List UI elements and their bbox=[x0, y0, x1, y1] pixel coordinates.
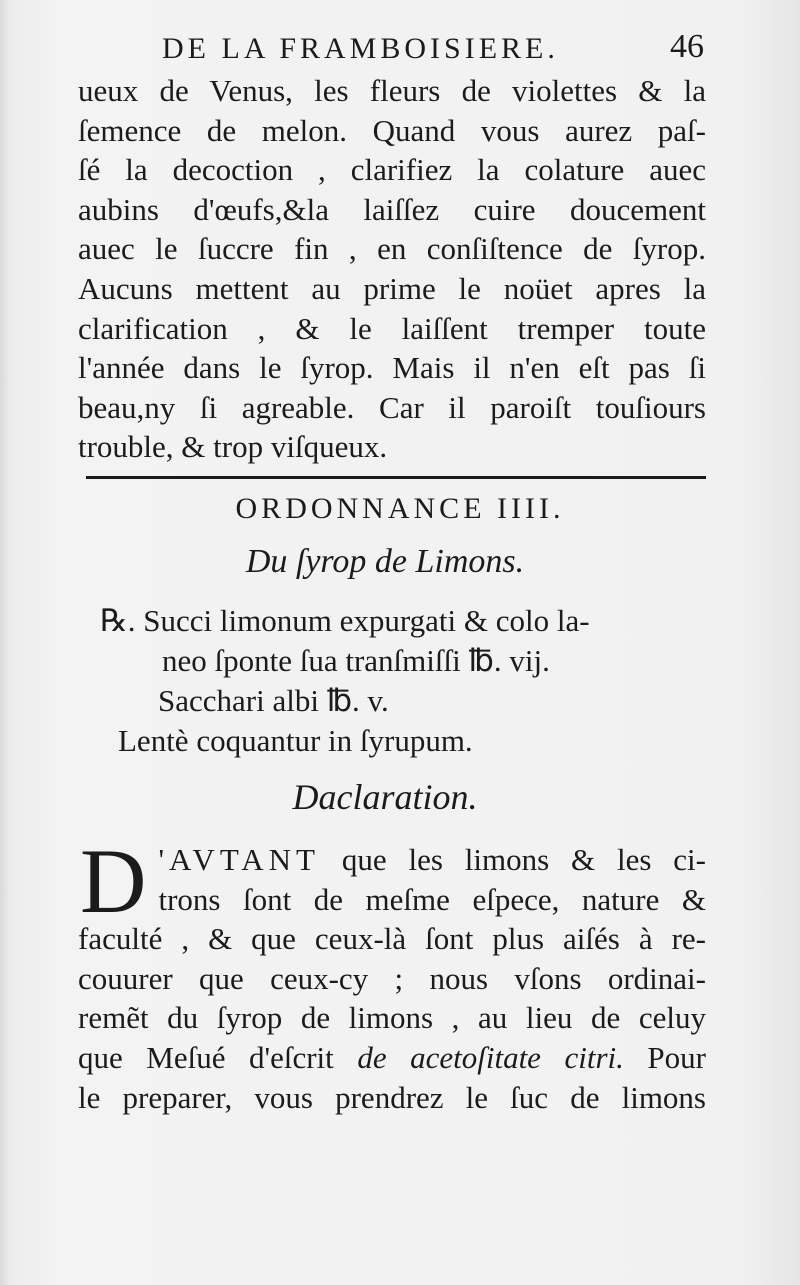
latin-citation: de acetoſitate citri. bbox=[357, 1039, 624, 1075]
text-line: trouble, & trop viſqueux. bbox=[78, 429, 388, 465]
recipe-line: Sacchari albi ℔. v. bbox=[158, 683, 389, 718]
text-line: ſé la decoction , clarifiez la colature auec bbox=[78, 152, 706, 188]
declaration-title: Daclaration. bbox=[292, 777, 478, 817]
text-line: ſemence de melon. Quand vous aurez paſ- bbox=[78, 112, 706, 148]
text-fragment: que les limons & les ci- bbox=[319, 842, 706, 877]
text-line: beau,ny ſi agreable. Car il paroiſt touſiours bbox=[78, 389, 706, 425]
text-fragment: Pour bbox=[623, 1039, 706, 1075]
text-fragment: que Meſué d'eſcrit bbox=[78, 1039, 358, 1075]
recipe-block bbox=[100, 601, 590, 761]
first-word: 'AVTANT bbox=[158, 842, 320, 877]
text-line: clarification , & le laiſſent tremper toute bbox=[78, 310, 706, 346]
text-line: remẽt du ſyrop de limons , au lieu de celuy bbox=[78, 1000, 706, 1036]
recipe-line: neo ſponte ſua tranſmiſſi ℔. vij. bbox=[162, 643, 550, 678]
text-line: Aucuns mettent au prime le noüet apres la bbox=[78, 270, 706, 306]
text-line bbox=[78, 1038, 706, 1078]
text-line bbox=[78, 840, 706, 880]
section-heading: ORDONNANCE IIII. bbox=[235, 492, 565, 525]
text-line: couurer que ceux-cy ; nous vſons ordinai- bbox=[78, 960, 706, 996]
recipe-line: ℞. Succi limonum expurgati & colo la- bbox=[100, 603, 590, 638]
text-line: faculté , & que ceux-là ſont plus aiſés à re- bbox=[78, 921, 706, 957]
text-line: l'année dans le ſyrop. Mais il n'en eſt pas ſi bbox=[78, 350, 706, 386]
section-divider bbox=[86, 476, 706, 479]
text-line: auec le ſuccre fin , en conſiſtence de ſyrop. bbox=[78, 231, 706, 267]
text-line: trons ſont de meſme eſpece, nature & bbox=[158, 881, 706, 917]
running-head-title: DE LA FRAMBOISIERE. bbox=[162, 32, 559, 65]
text-line: ueux de Venus, les fleurs de violettes & la bbox=[78, 73, 706, 108]
text-line: le preparer, vous prendrez le ſuc de limons bbox=[78, 1079, 706, 1115]
body-text-bottom bbox=[78, 830, 706, 1117]
body-text-top bbox=[78, 71, 706, 467]
section-subheading: Du ſyrop de Limons. bbox=[245, 543, 525, 580]
text-line: aubins d'œufs,&la laiſſez cuire doucement bbox=[78, 191, 706, 227]
running-head bbox=[162, 28, 722, 72]
recipe-line: Lentè coquantur in ſyrupum. bbox=[118, 723, 473, 758]
drop-cap: D bbox=[80, 830, 147, 932]
page-number: 46 bbox=[670, 28, 704, 65]
